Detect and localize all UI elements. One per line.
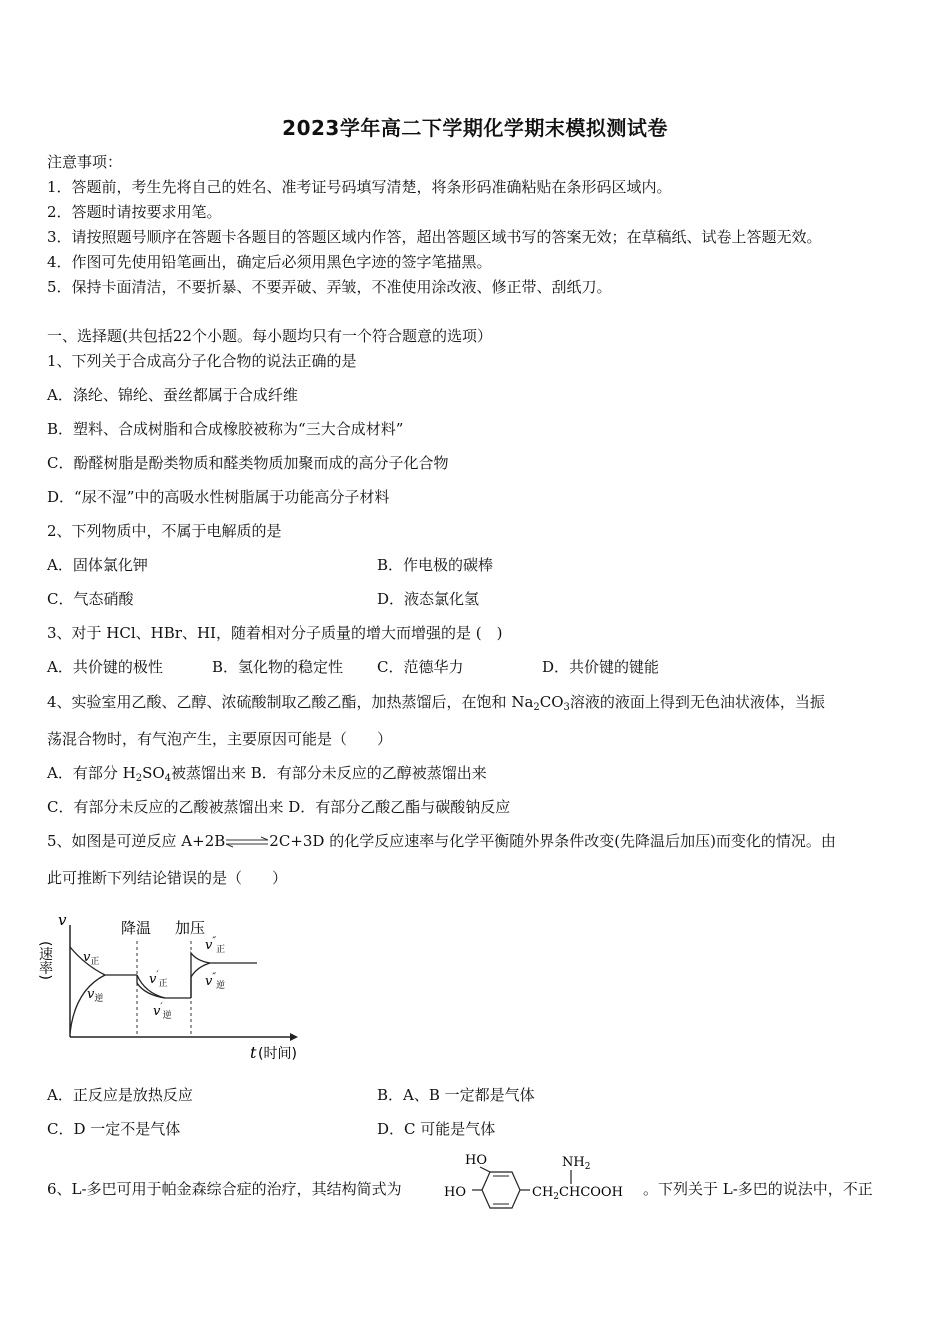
svg-text:v′逆: $v'_逆$ (153, 1002, 172, 1021)
section-heading: 一、选择题(共包括22个小题。每小题均只有一个符合题意的选项） (47, 327, 492, 345)
q5-option-a: A．正反应是放热反应 (47, 1086, 193, 1104)
q6-stem-b: 。下列关于 L-多巴的说法中，不正 (643, 1180, 873, 1198)
page-title: 2023学年高二下学期化学期末模拟测试卷 (282, 116, 668, 140)
x-axis-label: (时间) (258, 1046, 297, 1062)
q3-option-b: B．氢化物的稳定性 (212, 658, 344, 676)
q4-option-ab: A．有部分 $H_2SO_4$被蒸馏出来 B．有部分未反应的乙醇被蒸馏出来 (47, 764, 487, 784)
svg-text:HO: HO (465, 1153, 487, 1168)
q3-stem: 3、对于 HCl、HBr、HI，随着相对分子质量的增大而增强的是 ( ) (47, 624, 503, 642)
q5-option-d: D．C 可能是气体 (377, 1120, 496, 1138)
q2-option-c: C．气态硝酸 (47, 590, 134, 608)
q2-option-d: D．液态氯化氢 (377, 590, 480, 608)
notice-item-1: 1．答题前，考生先将自己的姓名、准考证号码填写清楚，将条形码准确粘贴在条形码区域内。 (47, 178, 672, 196)
q5-stem-line1: 5、如图是可逆反应 A+2B 2C+3D 的化学反应速率与化学平衡随外界条件改变(先降温后加压)而变化的情况。由 (47, 832, 836, 850)
svg-text:v′正: $v'_正$ (149, 970, 168, 989)
q3-option-c: C．范德华力 (377, 658, 464, 676)
q1-option-b: B．塑料、合成树脂和合成橡胶被称为“三大合成材料” (47, 420, 404, 438)
q1-option-a: A．涤纶、锦纶、蚕丝都属于合成纤维 (47, 386, 298, 404)
q1-option-d: D．“尿不湿”中的高吸水性树脂属于功能高分子材料 (47, 488, 390, 506)
q4-stem-line2: 荡混合物时，有气泡产生，主要原因可能是（ ） (47, 730, 393, 748)
notice-item-2: 2．答题时请按要求用笔。 (47, 203, 222, 221)
rate-time-graph (37, 905, 310, 1070)
q3-option-a: A．共价键的极性 (47, 658, 163, 676)
q5-stem-line2: 此可推断下列结论错误的是（ ） (47, 869, 288, 887)
q2-option-a: A．固体氯化钾 (47, 556, 148, 574)
svg-text:v逆: $v_逆$ (87, 987, 104, 1004)
notice-item-5: 5．保持卡面清洁，不要折暴、不要弄破、弄皱，不准使用涂改液、修正带、刮纸刀。 (47, 278, 612, 296)
x-axis-t: t (250, 1043, 257, 1062)
q1-stem: 1、下列关于合成高分子化合物的说法正确的是 (47, 352, 357, 370)
svg-text:v″正: $v''_正$ (205, 936, 226, 955)
notice-item-3: 3．请按照题号顺序在答题卡各题目的答题区域内作答，超出答题区域书写的答案无效；在草稿纸、试卷上答题无效。 (47, 228, 822, 246)
q1-option-c: C．酚醛树脂是酚类物质和醛类物质加聚而成的高分子化合物 (47, 454, 449, 472)
q4-stem-line1: 4、实验室用乙酸、乙醇、浓硫酸制取乙酸乙酯，加热蒸馏后，在饱和 $Na_2CO_3$溶液的液面上得到无色油状液体，当振 (47, 693, 825, 713)
l-dopa-structure (440, 1150, 640, 1212)
svg-text:v″逆: $v''_逆$ (205, 972, 226, 991)
q4-option-cd: C．有部分未反应的乙酸被蒸馏出来 D．有部分乙酸乙酯与碳酸钠反应 (47, 798, 511, 816)
notice-item-4: 4．作图可先使用铅笔画出，确定后必须用黑色字迹的签字笔描黑。 (47, 253, 492, 271)
svg-text:CH2CHCOOH: $CH_2CHCOOH$ (532, 1185, 623, 1202)
q2-stem: 2、下列物质中，不属于电解质的是 (47, 522, 282, 540)
q6-stem-a: 6、L-多巴可用于帕金森综合症的治疗，其结构简式为 (47, 1180, 402, 1198)
notice-heading: 注意事项： (47, 153, 123, 171)
stage-pressure-label: 加压 (175, 919, 206, 937)
y-axis-label: (速率) (37, 941, 53, 980)
q5-option-c: C．D 一定不是气体 (47, 1120, 181, 1138)
reversible-arrow-icon (225, 837, 269, 847)
svg-text:NH2: $NH_2$ (562, 1155, 591, 1172)
q5-option-b: B．A、B 一定都是气体 (377, 1086, 535, 1104)
y-axis-v: v (58, 911, 67, 929)
svg-text:v正: $v_正$ (83, 950, 100, 967)
stage-cooling-label: 降温 (121, 919, 152, 937)
q3-option-d: D．共价键的键能 (542, 658, 660, 676)
q2-option-b: B．作电极的碳棒 (377, 556, 494, 574)
svg-text:HO: HO (444, 1185, 466, 1200)
